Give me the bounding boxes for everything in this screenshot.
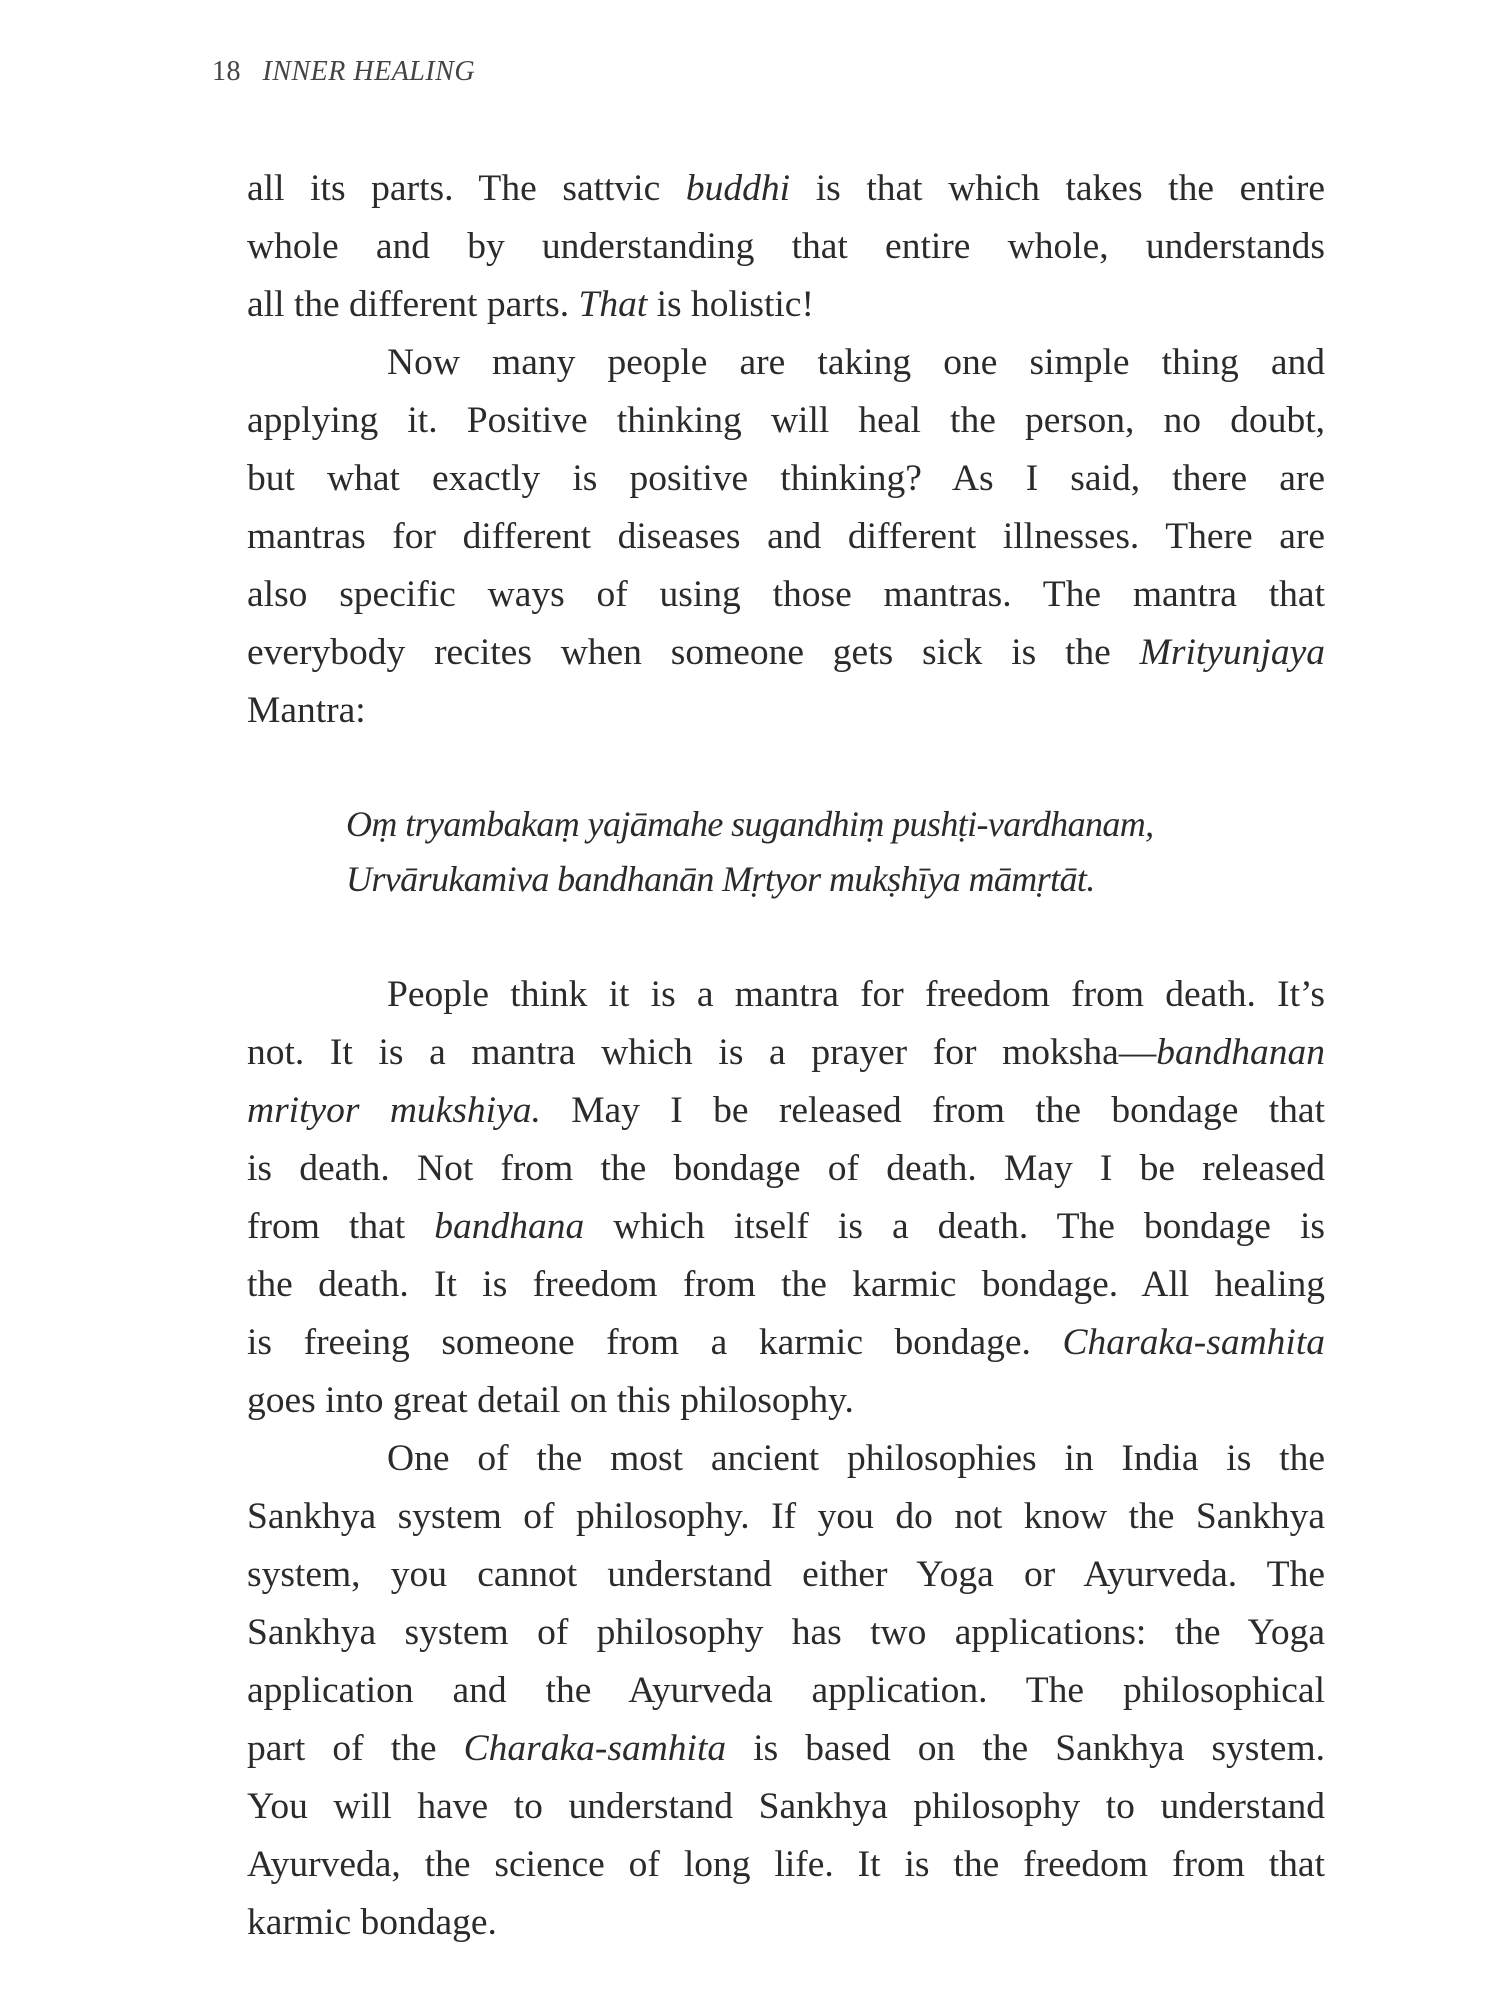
text-run: but what exactly is positive thinking? As I said, there are — [247, 458, 1325, 499]
text-run: Ayurveda, the science of long life. It is the freedom from that — [247, 1844, 1325, 1885]
paragraph — [247, 1430, 1325, 1952]
text-run: whole and by understanding that entire whole, understands — [247, 226, 1325, 267]
italic-text: That — [578, 284, 648, 325]
text-run: is based on the Sankhya system. — [726, 1728, 1325, 1769]
paragraphs-after-mantra — [247, 966, 1325, 1952]
text-line — [247, 1662, 1325, 1720]
running-header — [212, 56, 475, 88]
text-line — [247, 1720, 1325, 1778]
paragraph — [247, 334, 1325, 740]
page-body — [247, 160, 1325, 1952]
text-run: Mantra: — [247, 690, 366, 731]
text-line — [247, 1604, 1325, 1662]
text-line — [247, 682, 1325, 740]
paragraph — [247, 966, 1325, 1430]
text-run: part of the — [247, 1728, 464, 1769]
text-line — [247, 1314, 1325, 1372]
text-run: not. It is a mantra which is a prayer for moksha— — [247, 1032, 1157, 1073]
text-line — [247, 966, 1325, 1024]
text-line — [247, 1024, 1325, 1082]
text-run: applying it. Positive thinking will heal the person, no doubt, — [247, 400, 1325, 441]
text-line — [247, 218, 1325, 276]
text-run: You will have to understand Sankhya philosophy to understand — [247, 1786, 1325, 1827]
mantra-line: Urvārukamiva bandhanān Mṛtyor mukṣhīya māmṛtāt. — [346, 859, 1095, 899]
italic-text: Charaka-samhita — [1062, 1322, 1325, 1363]
italic-text: bandhana — [434, 1206, 585, 1247]
text-run: is that which takes the entire — [790, 168, 1325, 209]
text-run: is holistic! — [647, 284, 814, 325]
text-line — [247, 1430, 1325, 1488]
text-run: Sankhya system of philosophy has two applications: the Yoga — [247, 1612, 1325, 1653]
text-run: the death. It is freedom from the karmic bondage. All healing — [247, 1264, 1325, 1305]
text-run: is death. Not from the bondage of death. May I be released — [247, 1148, 1325, 1189]
text-run: system, you cannot understand either Yoga or Ayurveda. The — [247, 1554, 1325, 1595]
text-line — [247, 624, 1325, 682]
text-run: Now many people are taking one simple thing and — [387, 342, 1325, 383]
text-line — [247, 276, 1325, 334]
text-line — [247, 1778, 1325, 1836]
paragraphs-before-mantra — [247, 160, 1325, 740]
text-run: People think it is a mantra for freedom from death. It’s — [387, 974, 1325, 1015]
text-line — [247, 566, 1325, 624]
text-line — [247, 1894, 1325, 1952]
text-run: karmic bondage. — [247, 1902, 497, 1943]
italic-text: buddhi — [685, 168, 791, 209]
text-run: everybody recites when someone gets sick is the — [247, 632, 1140, 673]
text-run: is freeing someone from a karmic bondage. — [247, 1322, 1063, 1363]
text-line — [247, 1198, 1325, 1256]
paragraph — [247, 160, 1325, 334]
text-run: Sankhya system of philosophy. If you do not know the Sankhya — [247, 1496, 1325, 1537]
text-run: which itself is a death. The bondage is — [584, 1206, 1325, 1247]
text-run: all the different parts. — [247, 284, 579, 325]
page-number: 18 — [212, 56, 241, 87]
text-line — [247, 160, 1325, 218]
text-line — [247, 1140, 1325, 1198]
text-line — [247, 1836, 1325, 1894]
italic-text: Mrityunjaya — [1139, 632, 1325, 673]
text-run: application and the Ayurveda application. The philosophical — [247, 1670, 1325, 1711]
running-title: INNER HEALING — [262, 56, 476, 87]
text-run: from that — [247, 1206, 435, 1247]
text-line — [247, 1546, 1325, 1604]
text-line — [247, 1488, 1325, 1546]
text-run: One of the most ancient philosophies in India is the — [387, 1438, 1325, 1479]
text-run: also specific ways of using those mantras. The mantra that — [247, 574, 1325, 615]
text-line — [247, 392, 1325, 450]
text-line — [247, 1372, 1325, 1430]
text-line — [247, 334, 1325, 392]
text-run: May I be released from the bondage that — [540, 1090, 1325, 1131]
text-line — [247, 1256, 1325, 1314]
text-run: mantras for different diseases and different illnesses. There are — [247, 516, 1325, 557]
italic-text: bandhanan — [1156, 1032, 1325, 1073]
text-run: all its parts. The sattvic — [247, 168, 686, 209]
mantra-block — [346, 797, 1325, 907]
text-line — [247, 450, 1325, 508]
text-run: goes into great detail on this philosophy. — [247, 1380, 854, 1421]
mantra-line: Oṃ tryambakaṃ yajāmahe sugandhiṃ pushṭi-vardhanam, — [346, 804, 1154, 844]
text-line — [247, 1082, 1325, 1140]
italic-text: mrityor mukshiya. — [247, 1090, 541, 1131]
italic-text: Charaka-samhita — [463, 1728, 727, 1769]
text-line — [247, 508, 1325, 566]
